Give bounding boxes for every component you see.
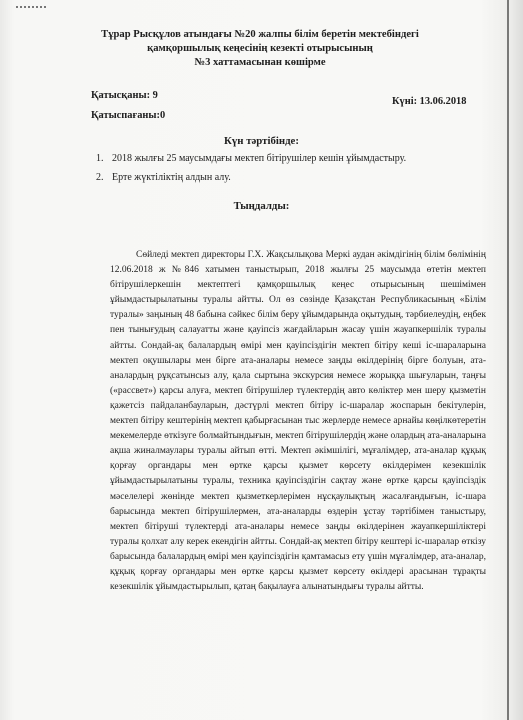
- scan-edge-artifact: [16, 6, 46, 16]
- agenda-item-2: [96, 171, 231, 185]
- agenda-title: Күн тәртібінде:: [224, 135, 299, 147]
- header-line-3: №3 хаттамасынан көшірме: [194, 57, 326, 68]
- heard-title: Тыңдалды:: [233, 200, 290, 212]
- attendance-absent: Қатыспағаны:0: [91, 110, 166, 121]
- scan-edge-line: [507, 0, 509, 720]
- attendance-present: Қатысқаны: 9: [91, 90, 158, 101]
- agenda-item-text: Ерте жүктіліктің алдын алу.: [112, 172, 231, 183]
- heard-paragraph: Сөйледі мектеп директоры Г.Х. Жақсылықова Меркі аудан әкімдігінің білім бөлімінің 12.06.2018 ж №846 хатымен таныстырып, 2018 жылғы 25 маусымда өтетін мектеп бітірушілеркешін мектептегі қамқоршылық кеңес отырысының шешімімен ұйымдастырылатыны туралы айтты. Ол өз сөзінде Қазақстан Республикасының «Білім туралы» заңының 48 бабына сәйкес білім беру ұйымдарында оқытудың, тәрбиелеудің, еңбек пен тынығудың салауатты және қауіпсіз жағдайларын жасау үшін жауапкершілік туралы айтты. Сондай-ақ балалардың өмірі мен қауіпсіздігін мектеп бітіру кеші іс-шараларына мектеп оқушылары мен бірге ата-аналары немесе заңды өкілдерінің бірге болуын, ата-аналардың рұқсатынсыз алу, қала сыртына экскурсия немесе жорыққа шығуларын, таңғы («рассвет») қарсы алуға, мектеп бітірушілер түлектердің авто көліктер мен шеру қызметін қажетсіз пайдаланбауларын, дәстүрлі мектеп бітіру іс-шаралар жоспарын бекітулерін, мектеп бітіру кештерінің мектеп қабырғасынан тыс жерлерде немесе арнайы көңілкөтеретін мекемелерде өткізуге болмайтындығын, мектеп бітірушілердің және олардың ата-аналарына ақша жиналмаулары туралы айтып өтті. Мектеп әкімшілігі, мұғалімдер, ата-аналар құқық қорғау органдары мен өртке қарсы қызмет көрсету өкілдерімен кезекшілік ұйымдастырылатыны туралы, техника қауіпсіздігін сақтау және өртке қарсы қауіпсіздік мәселелері жөнінде мектеп қызметкерлерімен нұсқаулықтың жасалғандығын, іс-шара барысында мектеп бітірушілермен, ата-аналарды өздерін ұстау тәртібімен таныстыру, мектеп бітіруші түлектерді ата-аналары немесе заңды өкілдерінен жауапкершіліктері туралы қолхат алу керек екендігін айтты. Сондай-ақ мектеп бітіру кештері іс-шаралар өткізу барысында балалардың өмірі мен қауіпсіздігін қамтамасыз ету үшін мұғалімдер, ата-аналар, құқық қорғау органдары мен өртке қарсы қызмет көрсету өкілдері арасынан тұрақты кезекшілік ұйымдастырылып, қатаң бақылауға алынатындығы туралы айтты.: [110, 250, 486, 593]
- meeting-date: Күні: 13.06.2018: [392, 96, 467, 107]
- header-line-2: қамқоршылық кеңесінің кезекті отырысының: [147, 43, 373, 54]
- header-line-1: Тұрар Рысқұлов атындағы №20 жалпы білім беретін мектебіндегі: [101, 29, 419, 40]
- agenda-item-text: 2018 жылғы 25 маусымдағы мектеп бітірушілер кешін ұйымдастыру.: [112, 153, 407, 164]
- agenda-item-number: 2.: [96, 172, 104, 183]
- agenda-item-1: [96, 152, 406, 166]
- agenda-item-number: 1.: [96, 153, 104, 164]
